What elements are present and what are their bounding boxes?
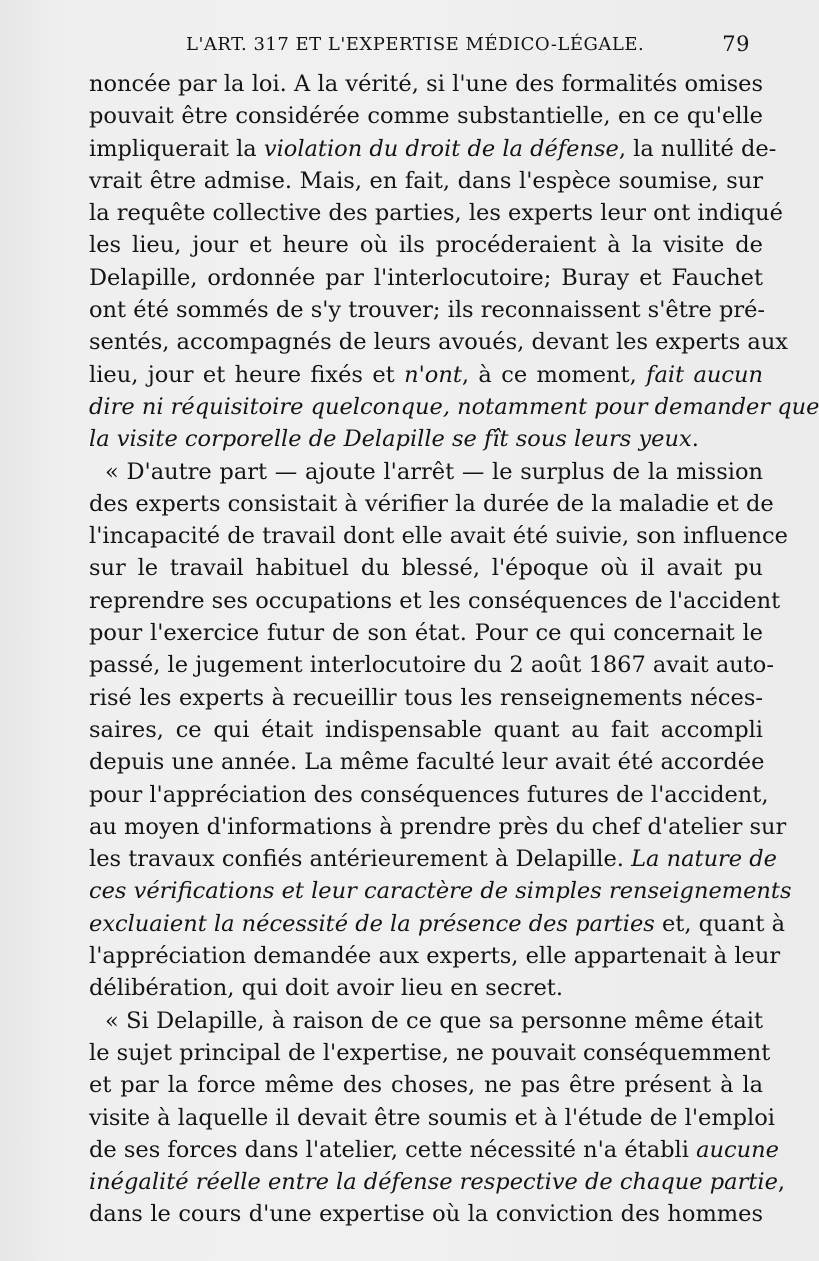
- text-line-16: sur le travail habituel du blessé, l'époque où il avait pu: [89, 555, 763, 582]
- running-head-title: L'ART. 317 ET L'EXPERTISE MÉDICO-LÉGALE.: [186, 34, 645, 55]
- text-line-32: et par la force même des choses, ne pas être présent à la: [89, 1072, 763, 1099]
- text-line-15: l'incapacité de travail dont elle avait été suivie, son influence: [89, 523, 788, 550]
- text-line-11: dire ni réquisitoire quelconque, notamment pour demander que: [89, 393, 819, 420]
- body-text: [89, 68, 819, 1231]
- text-line-29: délibération, qui doit avoir lieu en secret.: [89, 975, 563, 1002]
- text-line-10: lieu, jour et heure fixés et n'ont, à ce moment, fait aucun: [89, 361, 763, 388]
- text-line-1: noncée par la loi. A la vérité, si l'une des formalités omises: [89, 71, 763, 97]
- text-line-5: la requête collective des parties, les experts leur ont indiqué: [89, 200, 783, 227]
- text-line-7: Delapille, ordonnée par l'interlocutoire; Buray et Fauchet: [89, 264, 763, 291]
- text-line-3: impliquerait la violation du droit de la défense, la nullité de-: [89, 135, 777, 162]
- text-line-35: inégalité réelle entre la défense respective de chaque partie,: [89, 1169, 786, 1196]
- text-line-17: reprendre ses occupations et les conséquences de l'accident: [89, 587, 781, 614]
- text-line-36: dans le cours d'une expertise où la conviction des hommes: [89, 1201, 763, 1228]
- text-line-8: ont été sommés de s'y trouver; ils reconnaissent s'être pré-: [89, 297, 766, 324]
- text-line-26: ces vérifications et leur caractère de simples renseignements: [89, 878, 792, 905]
- text-line-9: sentés, accompagnés de leurs avoués, devant les experts aux: [89, 329, 788, 356]
- running-head: [186, 30, 750, 60]
- text-line-2: pouvait être considérée comme substantielle, en ce qu'elle: [89, 103, 763, 130]
- text-line-23: pour l'appréciation des conséquences futures de l'accident,: [89, 781, 769, 808]
- text-line-30: « Si Delapille, à raison de ce que sa personne même était: [105, 1007, 763, 1034]
- text-line-12: la visite corporelle de Delapille se fît sous leurs yeux.: [89, 426, 699, 453]
- text-line-31: le sujet principal de l'expertise, ne pouvait conséquemment: [89, 1039, 771, 1066]
- text-line-19: passé, le jugement interlocutoire du 2 août 1867 avait auto-: [89, 652, 774, 679]
- text-line-33: visite à laquelle il devait être soumis et à l'étude de l'emploi: [89, 1104, 775, 1131]
- text-line-14: des experts consistait à vérifier la durée de la maladie et de: [89, 490, 774, 517]
- text-line-6: les lieu, jour et heure où ils procéderaient à la visite de: [89, 232, 763, 259]
- text-line-22: depuis une année. La même faculté leur avait été accordée: [89, 749, 765, 776]
- text-line-28: l'appréciation demandée aux experts, elle appartenait à leur: [89, 943, 781, 970]
- page-number: 79: [722, 32, 750, 56]
- text-line-27: excluaient la nécessité de la présence des parties et, quant à: [89, 910, 786, 937]
- text-line-25: les travaux confiés antérieurement à Delapille. La nature de: [89, 846, 777, 873]
- text-line-13: « D'autre part — ajoute l'arrêt — le surplus de la mission: [105, 458, 763, 485]
- text-line-34: de ses forces dans l'atelier, cette nécessité n'a établi aucune: [89, 1136, 779, 1163]
- text-line-21: saires, ce qui était indispensable quant au fait accompli: [89, 716, 763, 743]
- text-line-20: risé les experts à recueillir tous les renseignements néces-: [89, 684, 763, 711]
- text-line-18: pour l'exercice futur de son état. Pour ce qui concernait le: [89, 620, 763, 647]
- text-line-4: vrait être admise. Mais, en fait, dans l'espèce soumise, sur: [89, 167, 763, 194]
- text-line-24: au moyen d'informations à prendre près du chef d'atelier sur: [89, 813, 787, 840]
